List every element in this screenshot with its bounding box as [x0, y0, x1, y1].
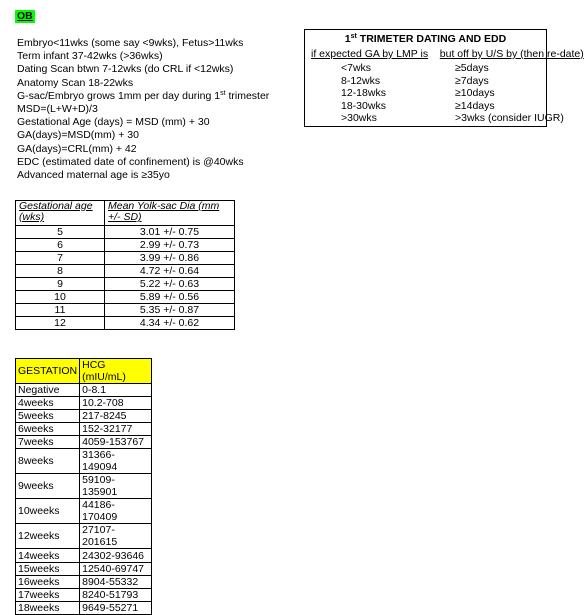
hcg-row: [16, 575, 152, 588]
table-cell: 217-8245: [80, 410, 152, 423]
header-left: if expected GA by LMP is: [311, 48, 429, 60]
yolk-row: [16, 252, 235, 265]
table-cell: 5.35 +/- 0.87: [105, 304, 235, 317]
dating-ga: 18-30wks: [341, 99, 386, 112]
hcg-row: [16, 410, 152, 423]
hcg-row: [16, 384, 152, 397]
table-cell: 12: [16, 317, 105, 330]
note-line: Embryo<11wks (some say <9wks), Fetus>11wks: [17, 37, 244, 49]
table-cell: 5weeks: [16, 410, 80, 423]
yolk-row: [16, 239, 235, 252]
dating-box: [304, 29, 584, 127]
table-cell: 10.2-708: [80, 397, 152, 410]
note-line: Gestational Age (days) = MSD (mm) + 30: [17, 116, 210, 129]
hcg-row: [16, 449, 152, 474]
yolk-header-ga: Gestational age (wks): [16, 201, 105, 226]
yolk-row: [16, 304, 235, 317]
table-cell: 31366-149094: [80, 449, 152, 474]
table-cell: 8904-55332: [80, 575, 152, 588]
table-cell: 59109-135901: [80, 474, 152, 499]
table-cell: 10weeks: [16, 499, 80, 524]
note-line: Anatomy Scan 18-22wks: [17, 76, 134, 89]
hcg-row: [16, 549, 152, 562]
table-cell: 9: [16, 278, 105, 291]
table-cell: 4.34 +/- 0.62: [105, 317, 235, 330]
yolk-sac-table: [15, 200, 235, 330]
table-cell: 5: [16, 226, 105, 239]
table-cell: 3.99 +/- 0.86: [105, 252, 235, 265]
table-cell: 6: [16, 239, 105, 252]
dating-offset: ≥10days: [455, 87, 495, 100]
table-cell: 4.72 +/- 0.64: [105, 265, 235, 278]
dating-box-header: [311, 48, 584, 60]
table-cell: 18weeks: [16, 601, 80, 614]
notes-list: [17, 37, 269, 182]
table-cell: 16weeks: [16, 575, 80, 588]
table-cell: 10: [16, 291, 105, 304]
table-cell: 0-8.1: [80, 384, 152, 397]
table-cell: 14weeks: [16, 549, 80, 562]
yolk-row: [16, 226, 235, 239]
note-line: GA(days)=CRL(mm) + 42: [17, 142, 137, 155]
table-cell: 44186-170409: [80, 499, 152, 524]
dating-ga: >30wks: [341, 112, 377, 125]
yolk-row: [16, 265, 235, 278]
yolk-row: [16, 317, 235, 330]
table-cell: 2.99 +/- 0.73: [105, 239, 235, 252]
hcg-row: [16, 499, 152, 524]
table-cell: 4059-153767: [80, 436, 152, 449]
table-cell: 12weeks: [16, 524, 80, 549]
hcg-row: [16, 588, 152, 601]
table-cell: 8240-51793: [80, 588, 152, 601]
table-cell: 7weeks: [16, 436, 80, 449]
section-tag: OB: [17, 10, 33, 22]
table-cell: 8: [16, 265, 105, 278]
table-cell: 4weeks: [16, 397, 80, 410]
hcg-row: [16, 474, 152, 499]
table-cell: Negative: [16, 384, 80, 397]
note-line: GA(days)=MSD(mm) + 30: [17, 129, 139, 142]
dating-offset: ≥7days: [455, 74, 489, 87]
table-cell: 15weeks: [16, 562, 80, 575]
table-cell: 27107-201615: [80, 524, 152, 549]
table-cell: 12540-69747: [80, 562, 152, 575]
dating-ga: <7wks: [341, 62, 372, 74]
yolk-row: [16, 278, 235, 291]
header-right: but off by U/S by (then re-date): [439, 48, 584, 60]
table-cell: 9649-55271: [80, 601, 152, 614]
hcg-header-gestation: GESTATION: [16, 359, 80, 384]
table-cell: 3.01 +/- 0.75: [105, 226, 235, 239]
table-cell: 8weeks: [16, 449, 80, 474]
hcg-row: [16, 562, 152, 575]
dating-offset: ≥5days: [455, 62, 489, 74]
note-line: EDC (estimated date of confinement) is @40wks: [17, 155, 244, 168]
note-line: Dating Scan btwn 7-12wks (do CRL if <12wks): [17, 63, 234, 76]
hcg-header-hcg: HCG (mIU/mL): [80, 359, 152, 384]
dating-offset: ≥14days: [455, 99, 495, 112]
table-cell: 17weeks: [16, 588, 80, 601]
table-cell: 5.22 +/- 0.63: [105, 278, 235, 291]
hcg-row: [16, 397, 152, 410]
table-cell: 24302-93646: [80, 549, 152, 562]
dating-offset: >3wks (consider IUGR): [455, 112, 564, 125]
dating-row: [311, 100, 543, 113]
hcg-row: [16, 601, 152, 614]
table-cell: 152-32177: [80, 423, 152, 436]
note-line: Advanced maternal age is ≥35yo: [17, 168, 170, 181]
yolk-row: [16, 291, 235, 304]
note-line: Term infant 37-42wks (>36wks): [17, 50, 163, 63]
dating-ga: 8-12wks: [341, 74, 381, 87]
hcg-table: [15, 358, 152, 615]
table-cell: 5.89 +/- 0.56: [105, 291, 235, 304]
table-cell: 6weeks: [16, 423, 80, 436]
note-line: MSD=(L+W+D)/3: [17, 102, 98, 115]
dating-row: [311, 87, 543, 100]
dating-ga: 12-18wks: [341, 87, 386, 100]
dating-row: [311, 75, 543, 88]
dating-row: [311, 112, 564, 125]
dating-box-title: 1st TRIMETER DATING AND EDD: [344, 33, 507, 45]
table-cell: 9weeks: [16, 474, 80, 499]
note-line: G-sac/Embryo grows 1mm per day during 1st trimester: [17, 89, 270, 102]
hcg-row: [16, 524, 152, 549]
table-cell: 7: [16, 252, 105, 265]
table-cell: 11: [16, 304, 105, 317]
yolk-header-dia: Mean Yolk-sac Dia (mm +/- SD): [105, 201, 235, 226]
hcg-row: [16, 436, 152, 449]
hcg-row: [16, 423, 152, 436]
dating-row: [311, 62, 543, 75]
